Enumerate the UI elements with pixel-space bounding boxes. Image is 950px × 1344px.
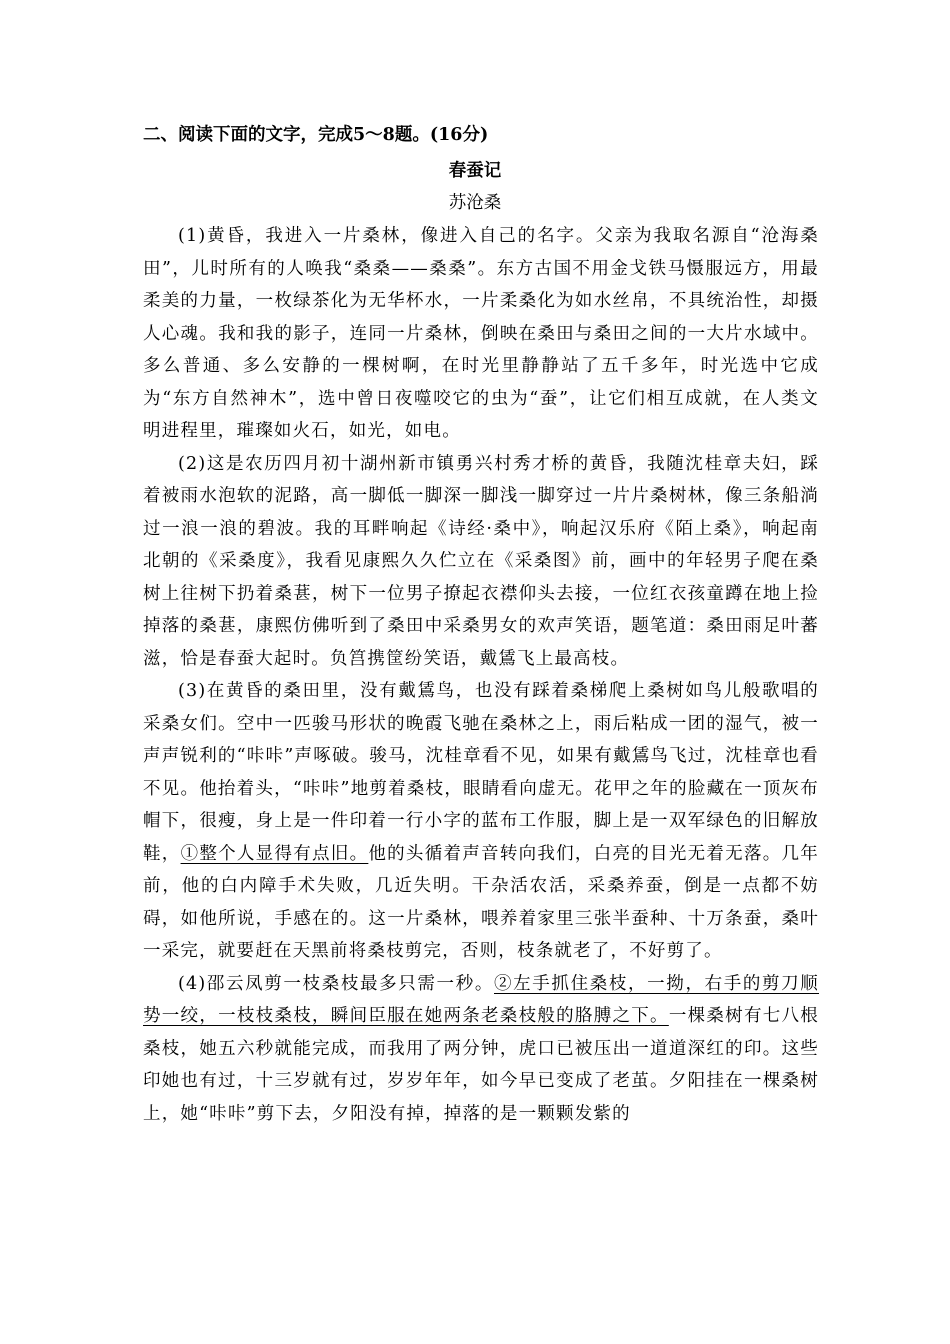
paragraph-4 — [143, 968, 819, 1131]
underlined-sentence-2: ②左手抓住桑枝，一拗，右手的剪刀顺势一绞，一枝枝桑枝，瞬间臣服在她两条老桑枝般的胳膊之下。 — [143, 973, 820, 1026]
paragraph-4-text-b: 一棵桑树有七八根桑枝，她五六秒就能完成，而我用了两分钟，虎口已被压出一道道深红的印。这些印她也有过，十三岁就有过，岁岁年年，如今早已变成了老茧。夕阳挂在一棵桑树上，她“咔咔”剪下去，夕阳没有掉，掉落的是一颗颗发紫的 — [143, 1006, 819, 1124]
paragraph-1: (1)黄昏，我进入一片桑林，像进入自己的名字。父亲为我取名源自“沧海桑田”，儿时所有的人唤我“桑桑——桑桑”。东方古国不用金戈铁马慑服远方，用最柔美的力量，一枚绿茶化为无华杯水，一片柔桑化为如水丝帛，不具统治性，却摄人心魂。我和我的影子，连同一片桑林，倒映在桑田与桑田之间的一大片水域中。多么普通、多么安静的一棵树啊，在时光里静静站了五千多年，时光选中它成为“东方自然神木”，选中曾日夜噬咬它的虫为“蚕”，让它们相互成就，在人类文明进程里，璀璨如火石，如光，如电。 — [143, 226, 819, 441]
paragraph-2: (2)这是农历四月初十湖州新市镇勇兴村秀才桥的黄昏，我随沈桂章夫妇，踩着被雨水泡软的泥路，高一脚低一脚深一脚浅一脚穿过一片片桑树林，像三条船淌过一浪一浪的碧波。我的耳畔响起《诗经·桑中》，响起汉乐府《陌上桑》，响起南北朝的《采桑度》，我看见康熙久久伫立在《采桑图》前，画中的年轻男子爬在桑树上往树下扔着桑葚，树下一位男子撩起衣襟仰头去接，一位红衣孩童蹲在地上捡掉落的桑葚，康熙仿佛听到了桑田中采桑男女的欢声笑语，题笔道：桑田雨足叶蕃滋，恰是春蚕大起时。负筥携筐纷笑语，戴鵀飞上最高枝。 — [143, 453, 819, 669]
paragraph-3-text-a: (3)在黄昏的桑田里，没有戴鵀鸟，也没有踩着桑梯爬上桑树如鸟儿般歌唱的采桑女们。空中一匹骏马形状的晚霞飞驰在桑林之上，雨后粘成一团的湿气，被一声声锐利的“咔咔”声啄破。骏马，沈桂章看不见，如果有戴鵀鸟飞过，沈桂章也看不见。他抬着头，“咔咔”地剪着桑枝，眼睛看向虚无。花甲之年的脸藏在一顶灰布帽下，很瘦，身上是一件印着一行小字的蓝布工作服，脚上是一双军绿色的旧解放鞋， — [143, 681, 819, 864]
paragraph-4-text-a: (4)邵云凤剪一枝桑枝最多只需一秒。 — [178, 973, 494, 994]
paragraph-3 — [143, 675, 819, 968]
section-heading: 二、阅读下面的文字，完成5～8题。(16分) — [143, 125, 489, 145]
article-author: 苏沧桑 — [448, 193, 502, 213]
article-title: 春蚕记 — [448, 161, 502, 181]
paragraph-3-text-b: 他的头循着声音转向我们，白亮的目光无着无落。几年前，他的白内障手术失败，几近失明。干杂活农活，采桑养蚕，倒是一点都不妨碍，如他所说，手感在的。这一片桑林，喂养着家里三张半蚕种、十万条蚕，桑叶一采完，就要赶在天黑前将桑枝剪完，否则，枝条就老了，不好剪了。 — [143, 843, 819, 961]
underlined-sentence-1: ①整个人显得有点旧。 — [180, 843, 369, 864]
article-body — [143, 220, 819, 1130]
